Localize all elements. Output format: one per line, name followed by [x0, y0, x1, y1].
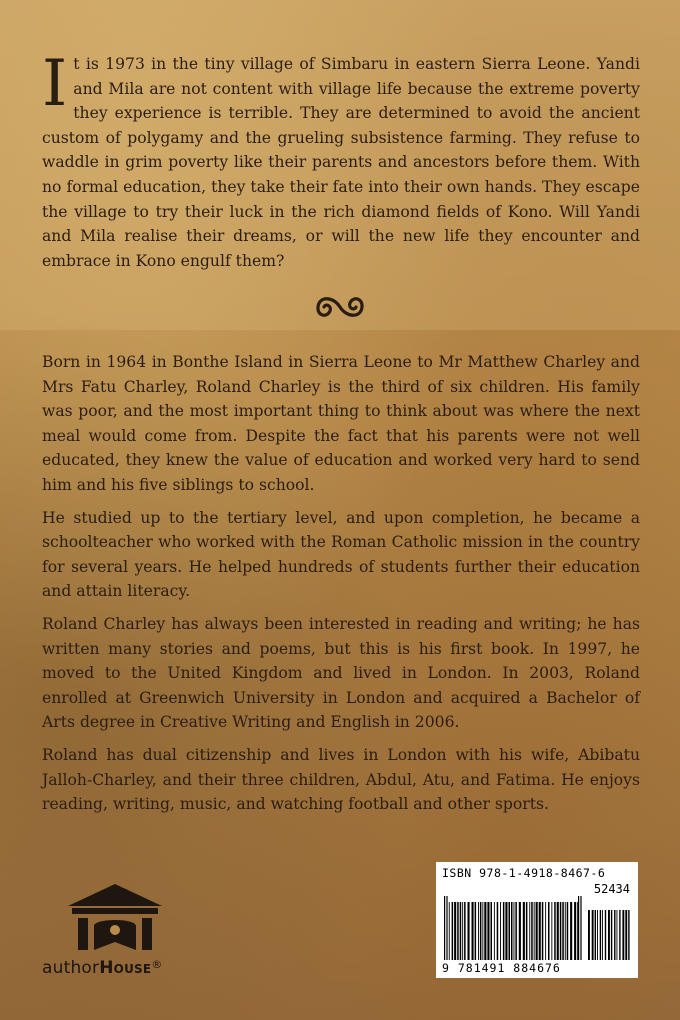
barcode-bar — [597, 910, 598, 960]
barcode-bar — [622, 910, 624, 960]
barcode-bar — [480, 902, 482, 960]
barcode-bar — [505, 902, 507, 960]
barcode-bar — [567, 902, 569, 960]
drop-cap: I — [42, 47, 68, 121]
bio-paragraph: Roland Charley has always been interested in reading and writing; he has written many stories and poems, but this is his first book. In 1997, he moved to the United Kingdom and lived in London. In 2003, Roland enrolled at Greenwich University in London and acquired a Bachelor of Arts degree in Creative Writing and English in 2006. — [42, 614, 640, 732]
barcode-bar — [628, 910, 629, 960]
barcode-bar — [494, 902, 495, 960]
barcode-bar — [617, 910, 618, 960]
barcode-bar — [554, 902, 556, 960]
barcode-bar — [545, 902, 546, 960]
barcode-bar — [619, 910, 620, 960]
barcode-bar — [605, 910, 606, 960]
publisher-name: authorHouse® — [42, 958, 163, 978]
ornament-icon — [313, 292, 367, 322]
barcode-bar — [484, 902, 486, 960]
barcode-bar — [468, 902, 470, 960]
barcode-bar — [600, 910, 601, 960]
barcode-bar — [511, 902, 513, 960]
barcode-bar — [523, 902, 525, 960]
barcode-bar — [595, 910, 596, 960]
barcode-bar — [514, 902, 515, 960]
barcode-bar — [478, 902, 479, 960]
bio-paragraph: Born in 1964 in Bonthe Island in Sierra Leone to Mr Matthew Charley and Mrs Fatu Charley, Roland Charley is the third of six children. His family was poor, and the most important thing to think about was where the next meal would come from. Despite the fact that his parents were not well educated, they knew the value of education and worked very hard to send him and his five siblings to school. — [42, 353, 640, 494]
barcode-bar — [475, 902, 477, 960]
barcode-bar — [526, 902, 528, 960]
barcode-bar — [462, 902, 463, 960]
barcode-bar — [531, 902, 533, 960]
barcode-bar — [534, 902, 535, 960]
barcode-bar — [608, 910, 610, 960]
barcode-bar — [539, 902, 541, 960]
barcode-bar — [500, 902, 501, 960]
barcode-bar — [580, 896, 581, 960]
barcode-digits: 9 781491 884676 — [442, 961, 561, 975]
barcode-bar — [460, 902, 462, 960]
barcode-bar — [503, 902, 505, 960]
barcode-bar — [482, 902, 483, 960]
barcode-bar — [457, 902, 459, 960]
barcode-bar — [542, 902, 544, 960]
barcode-bar — [452, 902, 454, 960]
isbn-number: ISBN 978-1-4918-8467-6 — [442, 866, 606, 880]
barcode-bar — [611, 910, 612, 960]
bio-paragraph: He studied up to the tertiary level, and upon completion, he became a schoolteacher who worked with the Roman Catholic mission in the country for several years. He helped hundreds of students further their education and attain literacy. — [42, 508, 640, 601]
barcode-bar — [548, 902, 550, 960]
barcode-bar — [449, 902, 450, 960]
barcode-bar — [536, 902, 538, 960]
barcode-bar — [588, 910, 590, 960]
barcode-bar — [570, 902, 572, 960]
barcode-bar — [464, 902, 466, 960]
barcode-bar — [497, 902, 499, 960]
barcode-bar — [602, 910, 603, 960]
synopsis-blurb — [42, 47, 640, 273]
isbn-barcode — [436, 862, 638, 978]
barcode-bar — [529, 902, 530, 960]
barcode-bar — [509, 902, 511, 960]
price-code: 52434 — [593, 882, 630, 896]
barcode-bar — [519, 902, 521, 960]
barcode-bar — [625, 910, 627, 960]
barcode-bar — [578, 896, 579, 960]
barcode-bar — [557, 902, 559, 960]
barcode-bar — [487, 902, 489, 960]
barcode-bar — [444, 896, 445, 960]
author-bio — [42, 350, 640, 825]
barcode-bar — [560, 902, 562, 960]
barcode-bar — [562, 902, 564, 960]
barcode-bar — [515, 902, 517, 960]
barcode-bar — [574, 902, 576, 960]
barcode-bar — [472, 902, 474, 960]
barcode-bar — [446, 896, 447, 960]
barcode-bars — [442, 896, 632, 960]
barcode-bar — [551, 902, 552, 960]
barcode-bar — [565, 902, 566, 960]
bio-paragraph: Roland has dual citizenship and lives in London with his wife, Abibatu Jalloh-Charley, and their three children, Abdul, Atu, and Fatima. He enjoys reading, writing, music, and watching football and other sports. — [42, 745, 640, 814]
barcode-bar — [491, 902, 493, 960]
barcode-bar — [592, 910, 594, 960]
barcode-bar — [614, 910, 615, 960]
barcode-bar — [454, 902, 456, 960]
synopsis-text: t is 1973 in the tiny village of Simbaru in eastern Sierra Leone. Yandi and Mila are not content with village life because the extreme poverty they experience is terrible. They are determined to avoid the ancient custom of polygamy and the grueling subsistence farming. They refuse to waddle in grim poverty like their parents and ancestors before them. With no formal education, they take their fate into their own hands. They escape the village to try their luck in the rich diamond fields of Kono. Will Yandi and Mila realise their dreams, or will the new life they encounter and embrace in Kono engulf them? — [42, 55, 640, 270]
